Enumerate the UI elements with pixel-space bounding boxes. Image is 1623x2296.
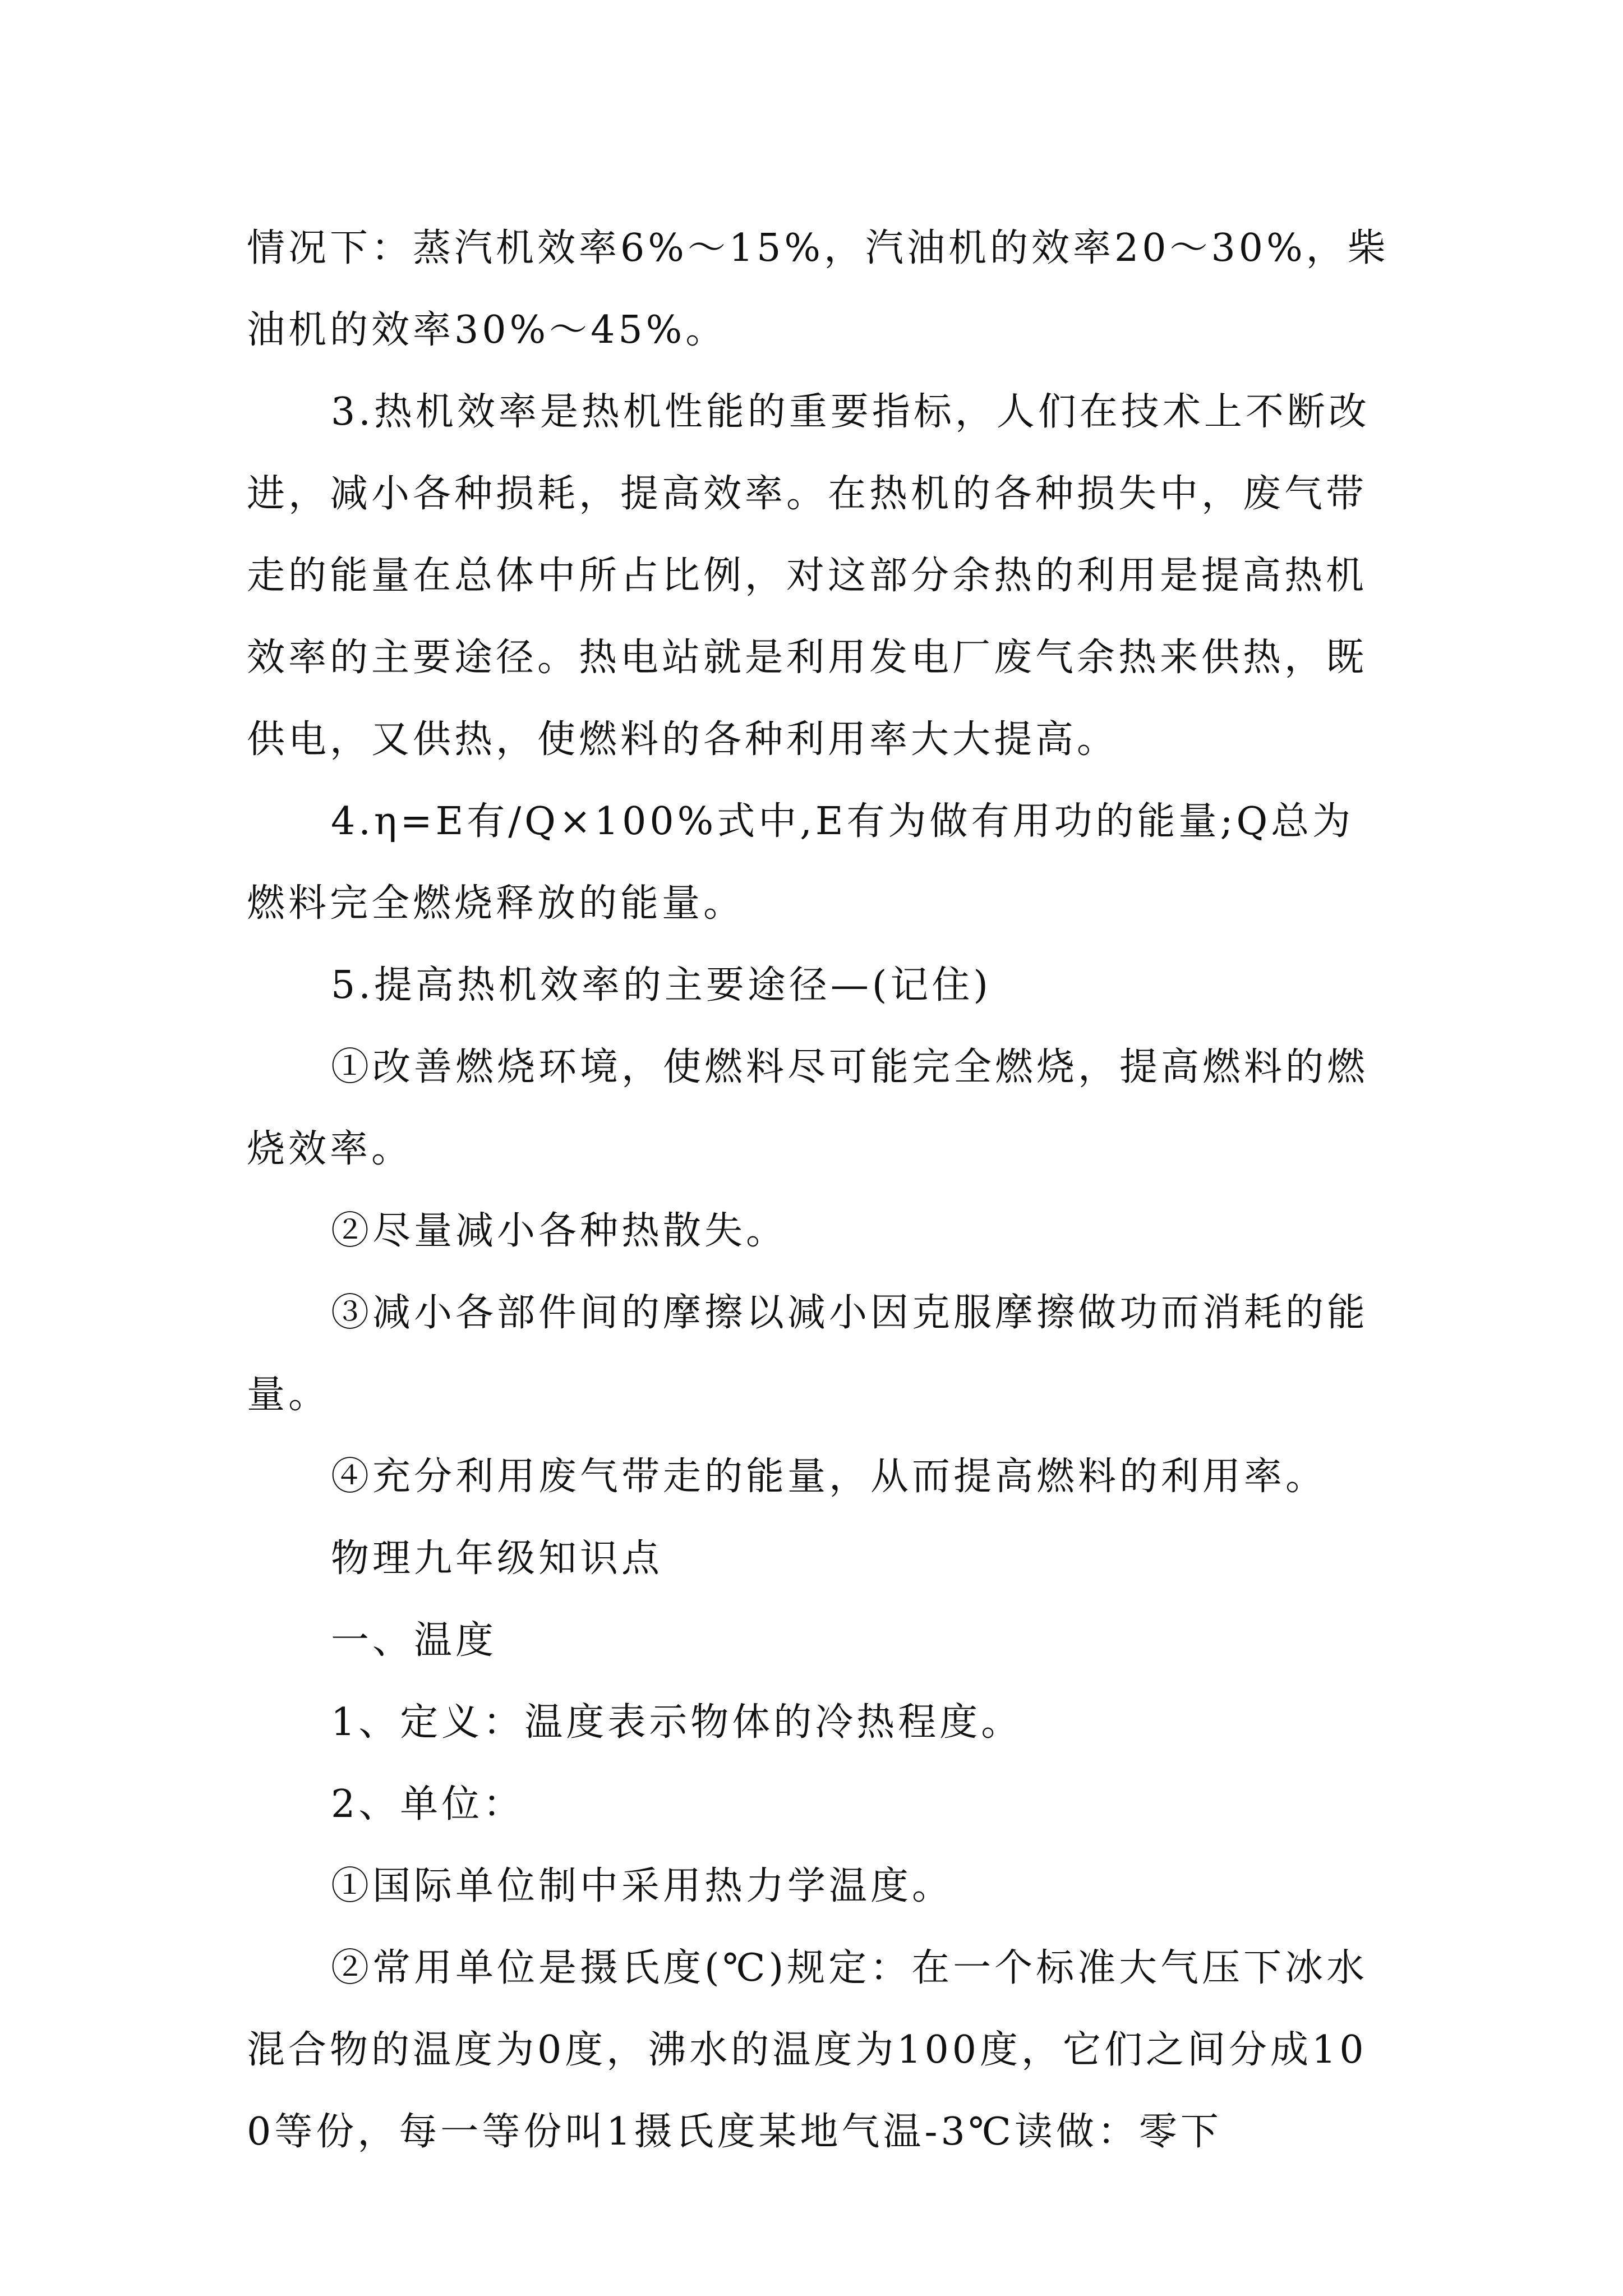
paragraph-engine-efficiency-ranges: 情况下：蒸汽机效率6%～15%，汽油机的效率20～30%，柴油机的效率30%～45%。 [247,226,1389,352]
paragraph-units-heading: 2、单位： [331,1782,525,1826]
paragraph-point-5-heading: 5.提高热机效率的主要途径—(记住) [331,963,992,1007]
paragraph-method-3: ③减小各部件间的摩擦以减小因克服摩擦做功而消耗的能量。 [247,1291,1369,1417]
section-heading-temperature: 一、温度 [331,1618,497,1663]
section-title-grade9-physics: 物理九年级知识点 [331,1536,663,1581]
paragraph-point-3: 3.热机效率是热机性能的重要指标，人们在技术上不断改进，减小各种损耗，提高效率。在热机的各种损失中，废气带走的能量在总体中所占比例，对这部分余热的利用是提高热机效率的主要途径。热电站就是利用发电厂废气余热来供热，既供电，又供热，使燃料的各种利用率大大提高。 [247,390,1370,762]
document-body [247,208,1391,2173]
paragraph-temperature-definition: 1、定义：温度表示物体的冷热程度。 [331,1700,1023,1745]
paragraph-method-4: ④充分利用废气带走的能量，从而提高燃料的利用率。 [331,1455,1327,1499]
paragraph-unit-1: ①国际单位制中采用热力学温度。 [331,1864,954,1908]
paragraph-method-1: ①改善燃烧环境，使燃料尽可能完全燃烧，提高燃料的燃烧效率。 [247,1045,1369,1171]
paragraph-unit-2: ②常用单位是摄氏度(℃)规定：在一个标准大气压下冰水混合物的温度为0度，沸水的温度为100度，它们之间分成100等份，每一等份叫1摄氏度某地气温-3℃读做：零下 [247,1946,1368,2154]
paragraph-point-4-formula: 4.η=E有/Q×100%式中,E有为做有用功的能量;Q总为燃料完全燃烧释放的能量。 [247,799,1354,926]
paragraph-method-2: ②尽量减小各种热散失。 [331,1209,788,1253]
